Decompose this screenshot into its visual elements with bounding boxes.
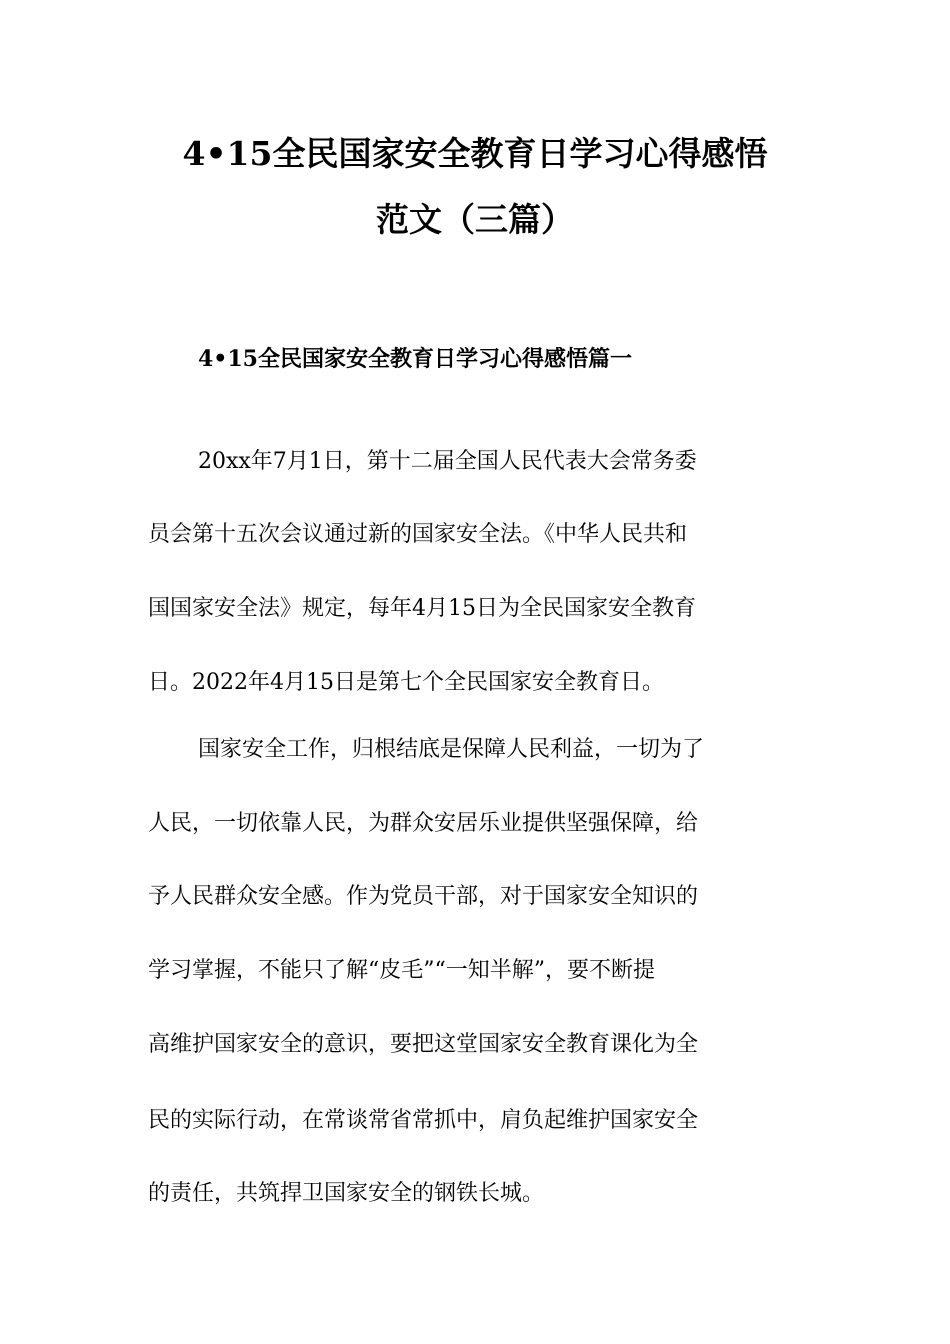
paragraph-2-line-5: 高维护国家安全的意识，要把这堂国家安全教育课化为全	[148, 1032, 699, 1057]
paragraph-2-line-3: 予人民群众安全感。作为党员干部，对于国家安全知识的	[148, 884, 699, 909]
paragraph-2-line-4: 学习掌握，不能只了解“皮毛”“一知半解”，要不断提	[148, 958, 655, 983]
paragraph-1-line-4: 日。2022年4月15日是第七个全民国家安全教育日。	[148, 670, 664, 695]
paragraph-2-line-6: 民的实际行动，在常谈常省常抓中，肩负起维护国家安全	[148, 1108, 699, 1133]
paragraph-2-line-7: 的责任，共筑捍卫国家安全的钢铁长城。	[148, 1181, 545, 1206]
document-title-line-2: 范文（三篇）	[376, 200, 574, 239]
section-heading: 4•15全民国家安全教育日学习心得感悟篇一	[198, 346, 632, 372]
paragraph-2-line-2: 人民，一切依靠人民，为群众安居乐业提供坚强保障，给	[148, 811, 699, 836]
paragraph-2-line-1: 国家安全工作，归根结底是保障人民利益，一切为了	[198, 737, 705, 762]
paragraph-1-line-3: 国国家安全法》规定，每年4月15日为全民国家安全教育	[148, 596, 696, 621]
paragraph-1-line-2: 员会第十五次会议通过新的国家安全法。《中华人民共和	[148, 522, 688, 547]
document-title-line-1: 4•15全民国家安全教育日学习心得感悟	[182, 134, 768, 173]
paragraph-1-line-1: 20xx年7月1日，第十二届全国人民代表大会常务委	[198, 449, 697, 474]
